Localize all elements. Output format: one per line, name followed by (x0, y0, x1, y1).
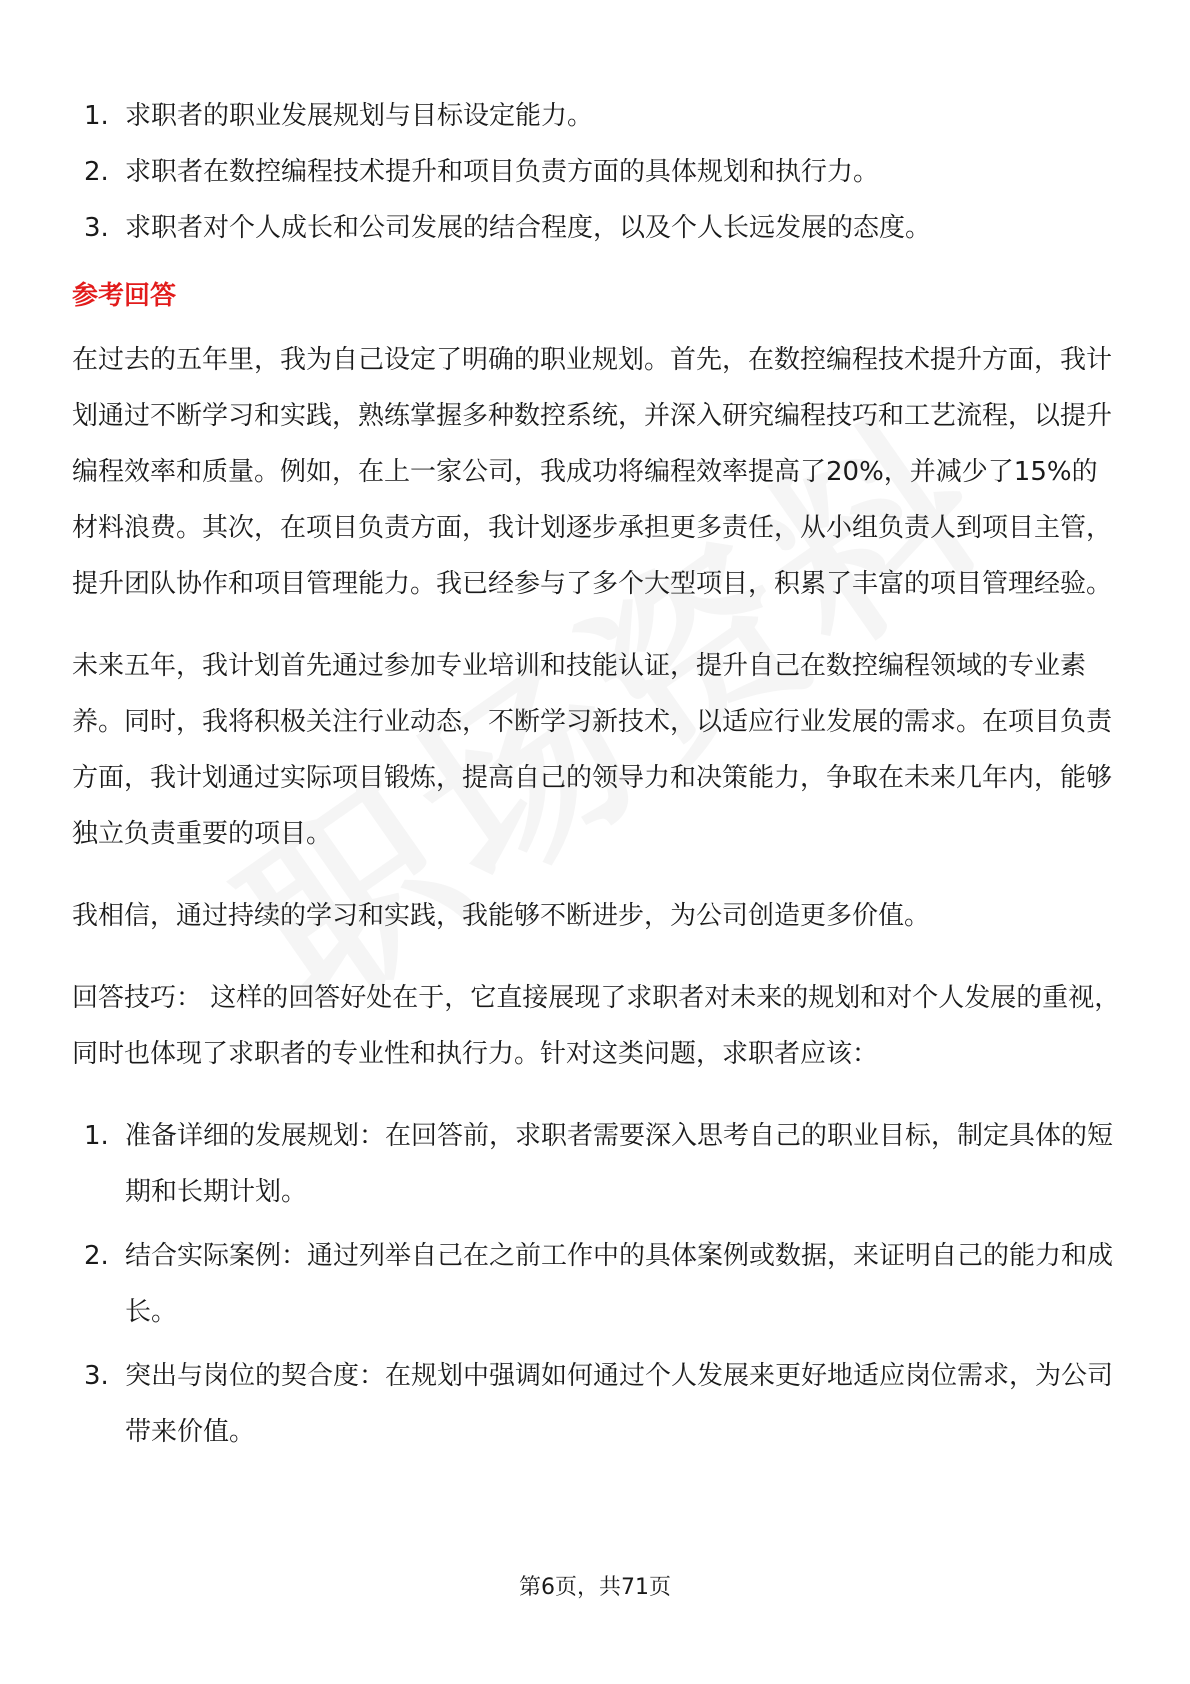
tips-list (72, 1108, 1122, 1460)
evaluation-criteria-list (72, 88, 1122, 256)
answer-tips-paragraph: 回答技巧： 这样的回答好处在于，它直接展现了求职者对未来的规划和对个人发展的重视，同时也体现了求职者的专业性和执行力。针对这类问题，求职者应该： (72, 983, 1121, 1069)
list-text: 求职者在数控编程技术提升和项目负责方面的具体规划和执行力。 (125, 157, 880, 187)
list-number: 3. (84, 1361, 109, 1391)
list-text: 准备详细的发展规划：在回答前，求职者需要深入思考自己的职业目标，制定具体的短期和长期计划。 (125, 1121, 1114, 1207)
list-number: 2. (84, 1241, 109, 1271)
list-item (72, 144, 1122, 200)
reference-answer-heading: 参考回答 (72, 281, 177, 311)
answer-paragraph: 在过去的五年里，我为自己设定了明确的职业规划。首先，在数控编程技术提升方面，我计划通过不断学习和实践，熟练掌握多种数控系统，并深入研究编程技巧和工艺流程，以提升编程效率和质量。例如，在上一家公司，我成功将编程效率提高了20%，并减少了15%的材料浪费。其次，在项目负责方面，我计划逐步承担更多责任，从小组负责人到项目主管，提升团队协作和项目管理能力。我已经参与了多个大型项目，积累了丰富的项目管理经验。 (72, 345, 1113, 599)
list-number: 1. (84, 101, 109, 131)
list-number: 3. (84, 213, 109, 243)
list-text: 求职者对个人成长和公司发展的结合程度，以及个人长远发展的态度。 (125, 213, 932, 243)
list-text: 求职者的职业发展规划与目标设定能力。 (125, 101, 594, 131)
list-text: 结合实际案例：通过列举自己在之前工作中的具体案例或数据，来证明自己的能力和成长。 (125, 1241, 1114, 1327)
page-footer: 第6页，共71页 (519, 1575, 671, 1600)
page-content (72, 88, 1122, 1468)
list-number: 1. (84, 1121, 109, 1151)
list-item (72, 1348, 1122, 1460)
list-number: 2. (84, 157, 109, 187)
list-item (72, 1228, 1122, 1340)
list-item (72, 88, 1122, 144)
list-item (72, 200, 1122, 256)
list-text: 突出与岗位的契合度：在规划中强调如何通过个人发展来更好地适应岗位需求，为公司带来价值。 (125, 1361, 1114, 1447)
answer-paragraph: 我相信，通过持续的学习和实践，我能够不断进步，为公司创造更多价值。 (72, 901, 931, 931)
list-item (72, 1108, 1122, 1220)
answer-paragraph: 未来五年，我计划首先通过参加专业培训和技能认证，提升自己在数控编程领域的专业素养。同时，我将积极关注行业动态，不断学习新技术，以适应行业发展的需求。在项目负责方面，我计划通过实际项目锻炼，提高自己的领导力和决策能力，争取在未来几年内，能够独立负责重要的项目。 (72, 651, 1113, 849)
